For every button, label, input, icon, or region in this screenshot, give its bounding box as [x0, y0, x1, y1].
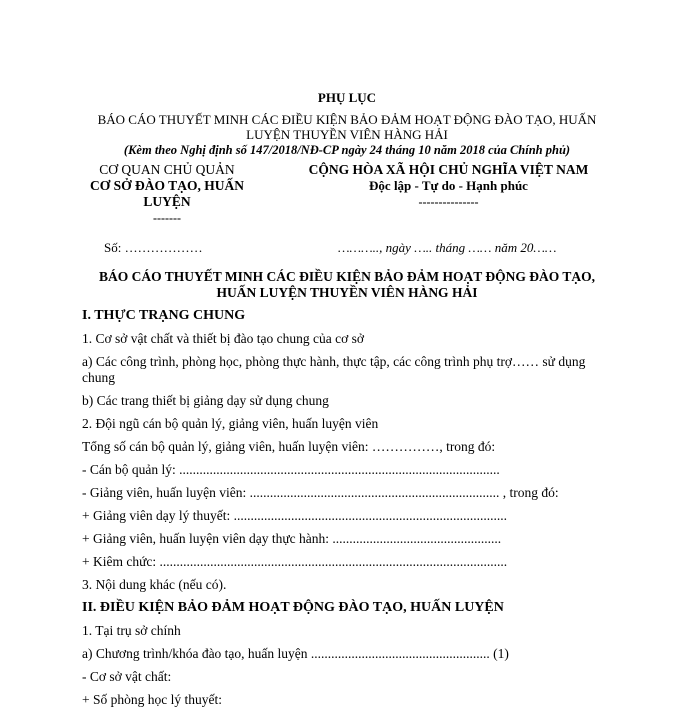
- section-2-item-1: 1. Tại trụ sở chính: [82, 623, 181, 638]
- document-page: [82, 90, 612, 708]
- practice-lecturers-line: + Giảng viên, huấn luyện viên dạy thực hành: ..................................................: [82, 531, 502, 546]
- item-3: 3. Nội dung khác (nếu có).: [82, 577, 227, 592]
- item-1b: b) Các trang thiết bị giảng dạy sử dụng chung: [82, 393, 329, 408]
- managers-line: - Cán bộ quản lý: ...............................................................................................: [82, 462, 500, 477]
- theory-lecturers-line: + Giảng viên dạy lý thuyết: .................................................................................: [82, 508, 507, 523]
- item-1: 1. Cơ sở vật chất và thiết bị đào tạo chung của cơ sở: [82, 331, 364, 346]
- country-name: CỘNG HÒA XÃ HỘI CHỦ NGHĨA VIỆT NAM: [308, 162, 589, 177]
- national-motto: Độc lập - Tự do - Hạnh phúc: [369, 178, 528, 193]
- lecturers-line: - Giảng viên, huấn luyện viên: .......................................................................... , trong đó:: [82, 485, 559, 500]
- section-2-item-1a: a) Chương trình/khóa đào tạo, huấn luyện ..................................................... (1): [82, 646, 509, 661]
- section-2-title: II. ĐIỀU KIỆN BẢO ĐẢM HOẠT ĐỘNG ĐÀO TẠO, HUẤN LUYỆN: [82, 600, 504, 615]
- parent-agency: CƠ QUAN CHỦ QUẢN: [99, 162, 235, 177]
- concurrent-staff-line: + Kiêm chức: .......................................................................................................: [82, 554, 508, 569]
- national-motto-block: [277, 162, 620, 210]
- training-institution: CƠ SỞ ĐÀO TẠO, HUẤN LUYỆN: [90, 178, 244, 209]
- appendix-title: PHỤ LỤC: [317, 90, 377, 105]
- right-divider: ---------------: [418, 195, 479, 209]
- document-number: Số: ………………: [104, 240, 203, 255]
- left-divider: -------: [153, 211, 181, 225]
- report-title: BÁO CÁO THUYẾT MINH CÁC ĐIỀU KIỆN BẢO ĐẢM HOẠT ĐỘNG ĐÀO TẠO, HUẤN LUYỆN THUYỀN VIÊN HÀNG HẢI: [99, 269, 595, 300]
- item-2: 2. Đội ngũ cán bộ quản lý, giảng viên, huấn luyện viên: [82, 416, 379, 431]
- staff-total: Tổng số cán bộ quản lý, giảng viên, huấn luyện viên: ……………, trong đó:: [82, 439, 496, 454]
- item-1a: a) Các công trình, phòng học, phòng thực hành, thực tập, các công trình phụ trợ…… sử dụng chung: [82, 354, 589, 385]
- appendix-report-title: BÁO CÁO THUYẾT MINH CÁC ĐIỀU KIỆN BẢO ĐẢM HOẠT ĐỘNG ĐÀO TẠO, HUẤN LUYỆN THUYỀN VIÊN HÀNG HẢI: [97, 112, 597, 142]
- legal-basis: (Kèm theo Nghị định số 147/2018/NĐ-CP ngày 24 tháng 10 năm 2018 của Chính phủ): [123, 143, 571, 157]
- number-date-row: [82, 240, 612, 260]
- issuing-agency-block: [82, 162, 252, 226]
- document-header: [82, 162, 612, 224]
- document-date: ……….., ngày ….. tháng …… năm 20……: [338, 240, 557, 255]
- facilities-line: - Cơ sở vật chất:: [82, 669, 172, 684]
- theory-rooms-line: + Số phòng học lý thuyết:: [82, 692, 222, 707]
- section-1-title: I. THỰC TRẠNG CHUNG: [82, 308, 246, 323]
